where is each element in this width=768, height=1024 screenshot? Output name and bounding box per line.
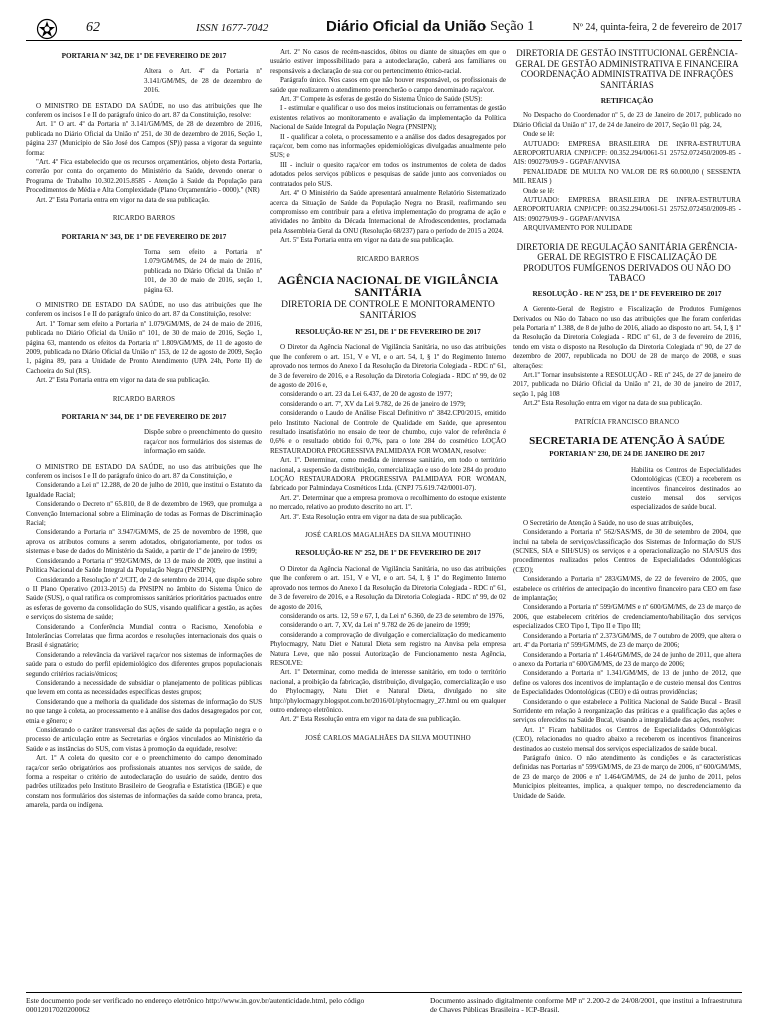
col3c-paragraph: Considerando a Portaria nº 562/SAS/MS, de 30 de setembro de 2004, que inclui na tabela de serviços/classificação dos Sistemas de Informação do SUS (SCNES, SIA e SIH/SUS) os serviços e a operacionalização no SIA/SUS dos procedimentos realizados pelos Centros de Especialidades Odontológicas (CEO); [513,528,741,574]
col3b-paragraph: A Gerente-Geral de Registro e Fiscalização de Produtos Fumígenos Derivados ou Não do Tabaco no uso das atribuições que lhe foram conferidas pela Portaria nº 1.388, de 8 de julho de 2016, aliado ao disposto no art. 54, I, § 1º da Resolução da Diretoria Colegiada - RDC nº 61, de 3 de fevereiro de 2016, tendo em vista o disposto na Resolução da Diretoria Colegiada nº 90, de 27 de dezembro de 2007, republicada no DOU de 28 de março de 2008, e suas alterações: [513,305,741,370]
col2a-paragraph: III - incluir o quesito raça/cor em todos os instrumentos de coleta de dados adotados pelos serviços públicos e pesquisas de saúde junto aos conveniados ou contratados pelo SUS. [270,160,506,188]
col3c-paragraph: Considerando a Portaria nº 1.464/GM/MS, de 24 de junho de 2011, que altera o anexo da Portaria nº 600/GM/MS, de 23 de março de 2006; [513,650,741,668]
issue-date: Nº 24, quinta-feira, 2 de fevereiro de 2017 [572,22,742,33]
agency-heading: AGÊNCIA NACIONAL DE VIGILÂNCIA SANITÁRIA [277,272,499,299]
col2a-paragraph: Art. 3º Compete às esferas de gestão do Sistema Único de Saúde (SUS): [280,95,483,104]
column-2 [270,48,506,752]
agency-subheading: DIRETORIA DE CONTROLE E MONITORAMENTO SANITÁRIOS [281,299,495,321]
col2b-paragraph: considerando a comprovação de divulgação e comercialização do medicamento Phylocmagry, Natu Diet e Natural Dieta sem registro na Anvisa pela empresa Natura Leve, que não possui Autorização de Funcionamento nesta Agência, RESOLVE: [270,630,506,667]
col1-paragraph: Considerando a Resolução nº 2/CIT, de 2 de setembro de 2014, que dispõe sobre o II Plano Operativo (2013-2015) da PNSIPN no âmbito do Sistema Único de Saúde (SUS), o qual ratifica os compromissos sanitários prioritários pactuados entre as esferas de governo da consolidação do SUS, visando qualificar a gestão, as ações e serviços do sistema de saúde; [26,575,262,622]
col2a-paragraph: II - qualificar a coleta, o processamento e a análise dos dados desagregados por raça/cor, bem como nas informações epidemiológicas divulgadas anualmente pelo SUS; e [270,132,506,160]
retificacao-heading: RETIFICAÇÃO [600,96,654,105]
col3a-paragraph: Onde se lê: [523,186,555,195]
col2b-paragraph: Art. 1º Determinar, como medida de interesse sanitário, em todo o território nacional, a proibição da fabricação, distribuição, divulgação, comercialização e uso do Phylocmagry, Natu Diet e Natural Dieta, divulgado no site http://phylocmagry.blogspot.com.br/2016/01/phylocmagry_27.html ou em qualquer outro endereço eletrônico. [270,668,506,714]
col2b-paragraph: considerando o art. 7, XV, da Lei nº 9.782 de 26 de janeiro de 1999; [280,621,471,630]
col2b-paragraph: O Diretor da Agência Nacional de Vigilância Sanitária, no uso das atribuições que lhe conferem o art. 151, V e VI, e o art. 54, I, § 1º do Regimento Interno aprovado nos termos do Anexo I da Resolução da Diretoria Colegiada - RDC nº 61, de 3 de fevereiro de 2016, e a Resolução da Diretoria Colegiada - RDC nº 99, de 02 de agosto de 2016, [270,564,506,611]
journal-title: Diário Oficial da União [326,18,487,35]
col1-paragraph: Considerando a Conferência Mundial contra o Racismo, Xenofobia e Intolerâncias Correlatas que firma acordos e resoluções internacionais dos quais o Brasil é signatário; [26,622,262,650]
col1-paragraph: Art. 1º O art. 4º da Portaria nº 3.141/GM/MS, de 28 de dezembro de 2016, publicada no Diário Oficial da União nº 251, de 30 de dezembro de 2016, Seção 1, página 237 (Município de São José dos Campos (SP)) passa a vigorar da seguinte forma: [26,120,262,157]
col2b-paragraph: Art. 2º Esta Resolução entra em vigor na data de sua publicação. [280,715,461,724]
col3a-paragraph: No Despacho do Coordenador nº 5, de 23 de Janeiro de 2017, publicado no Diário Oficial da União nº 17, de 24 de Janeiro de 2017, Seção 01 pág. 24, [513,111,741,129]
col1-paragraph: Considerando a necessidade de subsidiar o planejamento de políticas públicas que levem em conta as necessidades específicas destes grupos; [26,678,262,697]
col1-paragraph: Art. 1º A coleta do quesito cor e o preenchimento do campo denominado raça/cor serão obrigatórios aos profissionais atuantes nos serviços de saúde, de forma a respeitar o critério de autodeclaração do usuário de saúde, dentro dos padrões utilizados pelo Instituto Brasileiro de Geografia e Estatística (IBGE) e que constam nos formulários dos sistemas de informações da saúde como branca, preta, amarela, parda ou indígena. [26,754,262,810]
col1-heading: PORTARIA Nº 344, DE 1º DE FEVEREIRO DE 2017 [61,413,227,421]
col2a-signature: RICARDO BARROS [356,255,420,263]
col2b-paragraph: O Diretor da Agência Nacional de Vigilância Sanitária, no uso das atribuições que lhe conferem o art. 151, V e VI, e o art. 54, I, § 1º do Regimento Interno aprovado nos termos do Anexo I da Resolução da Diretoria Colegiada - RDC nº 61, de 3 de fevereiro de 2016, e a Resolução da Diretoria Colegiada - RDC nº 99, de 02 de agosto de 2016 e, [270,343,506,389]
col3a-paragraph: ARQUIVAMENTO POR NULIDADE [523,224,633,233]
col1-paragraph: Art. 2º Esta Portaria entra em vigor na data de sua publicação. [36,376,210,385]
col3c-paragraph: Considerando a Portaria nº 283/GM/MS, de 22 de fevereiro de 2005, que estabelece os critérios de antecipação do incentivo financeiro para CEO em fase de implantação; [513,575,741,603]
col1-signature: RICARDO BARROS [112,215,176,223]
col3a-paragraph: PENALIDADE DE MULTA NO VALOR DE R$ 60.000,00 ( SESSENTA MIL REAIS ) [513,167,741,186]
col1-paragraph: O MINISTRO DE ESTADO DA SAÚDE, no uso das atribuições que lhe conferem os incisos I e II do parágrafo único do art. 87 da Constituição, resolve: [26,101,262,120]
col1-ementa: Torna sem efeito a Portaria nº 1.079/GM/MS, de 24 de maio de 2016, publicada no Diário Oficial da União nº 101, de 30 de maio de 2016, seção 1, página 63. [144,247,262,294]
col2b-heading: RESOLUÇÃO-RE Nº 252, DE 1º DE FEVEREIRO DE 2017 [295,549,481,558]
column-3 [513,48,741,801]
col2b-paragraph: Art. 2º. Determinar que a empresa promova o recolhimento do estoque existente no mercado, relativo ao produto descrito no art. 1º. [270,493,506,512]
col3a-paragraph: AUTUADO: EMPRESA BRASILEIRA DE INFRA-ESTRUTURA AEROPORTUARIA CNPJ/CPF: 00.352.294/0061-51 25752.072450/2009-85 - AIS: 090279/09-9 - GGPAF/ANVISA [513,196,741,223]
col2a-paragraph: Art. 4º O Ministério da Saúde apresentará anualmente Relatório Sistematizado acerca da Situação de Saúde da População Negra no Brasil, reafirmando seu compromisso em contribuir para a efetiva implementação do programa de ação e atividades no âmbito da Década Internacional de Afrodescendentes, proclamada pela Assembleia Geral da ONU (Resolução 68/237) para o período de 2015 a 2024. [270,189,506,235]
footer-rule [26,992,742,993]
issn: ISSN 1677-7042 [196,22,269,34]
col1-paragraph: Considerando a Lei nº 12.288, de 20 de julho de 2010, que institui o Estatuto da Igualdade Racial; [26,481,262,499]
col3b-paragraph: Art.2º Esta Resolução entra em vigor na data de sua publicação. [523,399,703,408]
col1-paragraph: "Art. 4º Fica estabelecido que os recursos orçamentários, objeto desta Portaria, correrão por conta do orçamento do Ministério da Saúde, devendo onerar o Programa de Trabalho 10.302.2015.8585 - Atenção à Saúde da População para Procedimentos de Média e Alta Complexidade (Plano Orçamentário - 0000)." (NR) [26,158,262,195]
section-label: - Seção 1 [482,19,535,34]
col3b-heading: RESOLUÇÃO - RE Nº 253, DE 1º DE FEVEREIRO DE 2017 [532,289,722,298]
col2a-paragraph: Parágrafo único. Nos casos em que não houver responsável, os profissionais de saúde que realizarem o atendimento preencherão o campo denominado raça/cor. [270,76,506,94]
col2b-paragraph: considerando o art. 23 da Lei 6.437, de 20 de agosto de 1977; [280,390,453,399]
col1-paragraph: Considerando a relevância da variável raça/cor nos sistemas de informações de saúde para o estudo do perfil epidemiológico dos diferentes grupos populacionais segundo critérios raciais/étnicos; [26,650,262,678]
directorate-heading-1: DIRETORIA DE GESTÃO INSTITUCIONAL GERÊNCIA-GERAL DE GESTÃO ADMINISTRATIVA E FINANCEIRA COORDENAÇÃO ADMINISTRATIVA DE INFRAÇÕES SANITÁRIAS [515,48,739,90]
col1-paragraph: Considerando o Decreto nº 65.810, de 8 de dezembro de 1969, que promulga a Convenção Internacional sobre a Eliminação de todas as Formas de Discriminação Racial; [26,500,262,528]
col3c-paragraph: Considerando a Portaria nº 599/GM/MS e nº 600/GM/MS, de 23 de março de 2006, que estabelecem critérios de credenciamento/habilitação dos serviços especializados CEO Tipo I, Tipo II e Tipo III; [513,603,741,631]
col2b-paragraph: Art. 3º. Esta Resolução entra em vigor na data de sua publicação. [280,512,463,521]
brasao-seal-icon [36,18,58,40]
col3c-paragraph: Considerando a Portaria nº 2.373/GM/MS, de 7 outubro de 2009, que altera o art. 4º da Portaria nº 599/GM/MS, de 23 de março de 2006; [513,631,741,650]
col3c-paragraph: Considerando o que estabelece a Política Nacional de Saúde Bucal - Brasil Sorridente em relação à reorganização das práticas e a qualificação das ações e serviços oferecidos na Saúde Bucal, visando a integralidade das ações, resolve: [513,697,741,725]
col2b-paragraph: considerando os arts. 12, 59 e 67, I, da Lei nº 6.360, de 23 de setembro de 1976, [280,611,505,620]
footer-signature-note: Documento assinado digitalmente conforme MP nº 2.200-2 de 24/08/2001, que institui a Infraestrutura de Chaves Públicas Brasileira - ICP-Brasil. [430,996,742,1014]
col1-paragraph: Art. 2º Esta Portaria entra em vigor na data de sua publicação. [36,195,210,204]
column-1 [26,48,262,811]
col1-paragraph: Considerando a Portaria nº 3.947/GM/MS, de 25 de novembro de 1998, que aprova os atributos comuns a serem adotados, obrigatoriamente, por todos os sistemas e base de dados do Ministério da Saúde, a partir de 1º de janeiro de 1999; [26,528,262,556]
col3c-paragraph: O Secretário de Atenção à Saúde, no uso de suas atribuições, [523,518,694,527]
page-number: 62 [86,20,100,35]
directorate-heading-2: DIRETORIA DE REGULAÇÃO SANITÁRIA GERÊNCIA-GERAL DE REGISTRO E FISCALIZAÇÃO DE PRODUTOS FUMÍGENOS DERIVADOS OU NÃO DO TABACO [516,241,738,284]
col1-paragraph: Considerando o caráter transversal das ações de saúde da população negra e o processo de articulação entre as Secretarias e órgãos vinculados ao Ministério da Saúde e as instâncias do SUS, com vistas à promoção da equidade, resolve: [26,726,262,753]
col1-signature: RICARDO BARROS [112,395,176,403]
col2b-paragraph: Art. 1º. Determinar, como medida de interesse sanitário, em todo o território nacional, a suspensão da distribuição, comercialização e uso do lote 284 do produto LOÇÃO RESTAURADORA PROGRESSIVA PALMIDAYA FOR WOMAN, fabricado por Palmindaya Cosméticos Ltda. (CNPJ 75.619.742/0001-07). [270,456,506,493]
col3b-signature: PATRÍCIA FRANCISCO BRANCO [574,418,680,426]
col2a-paragraph: Art. 2º No casos de recém-nascidos, óbitos ou diante de situações em que o usuário estiver impossibilitado para a autodeclaração, caberá aos familiares ou responsáveis a declaração de sua cor ou pertencimento étnico-racial. [270,48,506,75]
col2a-paragraph: I - estimular e qualificar o uso dos meios institucionais ou ferramentas de gestão existentes relativos ao monitoramento e avaliação da implementação da Política Nacional de Saúde Integral da População Negra (PNSIPN); [270,104,506,132]
col1-paragraph: Considerando a Portaria nº 992/GM/MS, de 13 de maio de 2009, que institui a Política Nacional de Saúde Integral da População Negra (PNSIPN); [26,556,262,575]
secretaria-heading: SECRETARIA DE ATENÇÃO À SAÚDE [529,434,725,447]
col1-heading: PORTARIA Nº 342, DE 1º DE FEVEREIRO DE 2017 [61,52,227,60]
col2a-paragraph: Art. 5º Esta Portaria entra em vigor na data de sua publicação. [280,236,454,245]
col2b-signature: JOSÉ CARLOS MAGALHÃES DA SILVA MOUTINHO [305,532,471,540]
col1-paragraph: Art. 1º Tornar sem efeito a Portaria nº 1.079/GM/MS, de 24 de maio de 2016, publicada no Diário Oficial da União nº 101, de 30 de maio de 2016, Seção 1, página 63, mantendo os efeitos da Portaria nº 1.809/GM/MS, de 11 de agosto de 2009, publicada no Diário Oficial da União nº 153, de 12 de agosto de 2009, Seção 1, página 89, para a Unidade de Pronto Atendimento (UPA 24h, Porte II) de Cachoeira do Sul (RS). [26,319,262,375]
col3c-paragraph: Art. 1º Ficam habilitados os Centros de Especialidades Odontológicas (CEO), relacionados no quadro abaixo a receberem os incentivos financeiros destinados ao custeio mensal dos serviços especializados de saúde bucal. [513,725,741,753]
header-rule [26,40,742,41]
col1-paragraph: O MINISTRO DE ESTADO DA SAÚDE, no uso das atribuições que lhe conferem os incisos I e II do parágrafo único do art. 87 da Constituição, e [26,462,262,481]
col1-ementa: Altera o Art. 4º da Portaria nº 3.141/GM/MS, de 28 de dezembro de 2016. [144,67,262,95]
col1-paragraph: O MINISTRO DE ESTADO DA SAÚDE, no uso das atribuições que lhe conferem os incisos I e II do parágrafo único do art. 87 da Constituição, resolve: [26,300,262,319]
col2b-heading: RESOLUÇÃO-RE Nº 251, DE 1º DE FEVEREIRO DE 2017 [295,327,481,336]
col1-heading: PORTARIA Nº 343, DE 1º DE FEVEREIRO DE 2017 [61,232,227,241]
col1-ementa: Dispõe sobre o preenchimento do quesito raça/cor nos formulários dos sistemas de informação em saúde. [144,428,262,456]
footer-verification: Este documento pode ser verificado no endereço eletrônico http://www.in.gov.br/autenticidade.html, pelo código 00012017020200062 [26,996,365,1014]
col3b-paragraph: Art.1º Tornar insubsistente a RESOLUÇÃO - RE nº 245, de 27 de janeiro de 2017, publicada no Diário Oficial da União nº 21, de 30 de janeiro de 2017, seção 1, pág 108 [513,370,741,398]
col2b-signature: JOSÉ CARLOS MAGALHÃES DA SILVA MOUTINHO [305,734,471,742]
col3a-paragraph: Onde se lê: [523,130,555,139]
col1-paragraph: Considerando que a melhoria da qualidade dos sistemas de informação do SUS no que tange à coleta, ao processamento e à análise dos dados desagregados por cor, etnia e gênero; e [26,697,262,725]
col3c-paragraph: Considerando a Portaria nº 1.341/GM/MS, de 13 de junho de 2012, que define os valores dos incentivos de implantação e de custeio mensal dos Centros de Especialidades Odontológicas (CEO) e dá outras providências; [513,669,741,697]
col3c-heading: PORTARIA Nº 230, DE 24 DE JANEIRO DE 2017 [549,450,705,459]
col3a-paragraph: AUTUADO: EMPRESA BRASILEIRA DE INFRA-ESTRUTURA AEROPORTUARIA CNPJ/CPF: 00.352.294/0061-51 25752.072450/2009-85 - AIS: 090279/09-9 - GGPAF/ANVISA [513,139,741,167]
col2b-paragraph: considerando o art. 7º, XV da Lei 9.782, de 26 de janeiro de 1979; [280,399,466,408]
col3c-paragraph: Parágrafo único. O não atendimento às condições e às características definidas nas Portarias nº 599/GM/MS, de 23 de março de 2006, nº 600/GM/MS, de 23 de março de 2006 e nº 1.464/GM/MS, de 24 de junho de 2011, pelos Municípios pleiteantes, implica, a qualquer tempo, no descredenciamento da Unidade de Saúde. [513,753,741,800]
col2b-paragraph: considerando o Laudo de Análise Fiscal Definitivo nº 3842.CP0/2015, emitido pelo Instituto Nacional de Controle de Qualidade em Saúde, que apresentou resultado insatisfatório no ensaio de teor de chumbo, cujo valor de referência é 0,6% e o resultado obtido foi 0,7%, para o lote 284 do cosmético LOÇÃO RESTAURADORA PROGRESSIVA PALMIDAYA FOR WOMAN, resolve: [270,409,506,455]
col3c-ementa: Habilita os Centros de Especialidades Odontológicas (CEO) a receberem os incentivos financeiros destinados ao custeio mensal dos serviços especializados de saúde bucal. [631,465,741,512]
